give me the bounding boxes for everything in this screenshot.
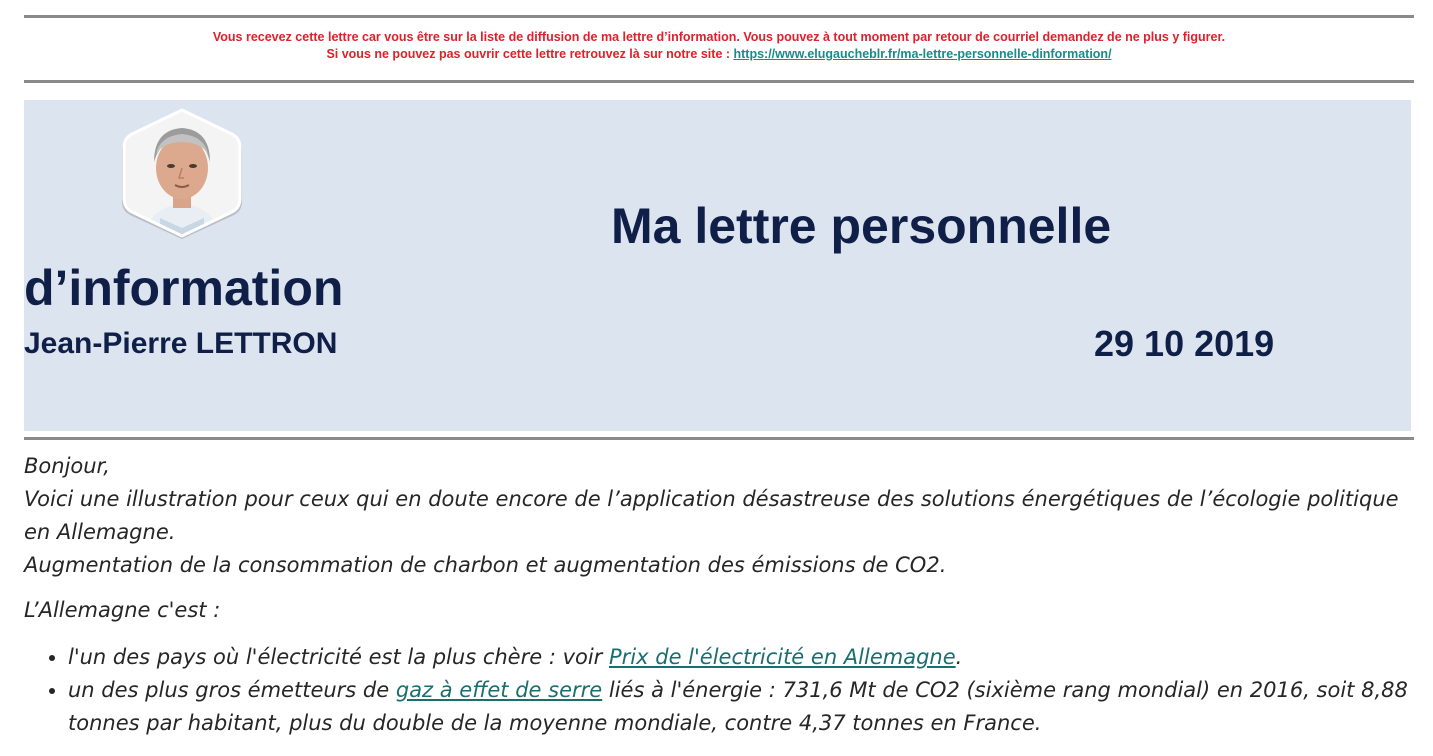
letter-body bbox=[24, 450, 1414, 740]
electricity-price-link[interactable]: Prix de l'électricité en Allemagne bbox=[609, 645, 956, 669]
list-item bbox=[68, 674, 1414, 740]
author-name: Jean-Pierre LETTRON bbox=[24, 327, 338, 360]
newsletter-header bbox=[24, 100, 1411, 431]
list-item-text: un des plus gros émetteurs de bbox=[68, 678, 396, 702]
list-item-text: l'un des pays où l'électricité est la plus chère : voir bbox=[68, 645, 609, 669]
unsubscribe-notice bbox=[24, 29, 1414, 63]
notice-line-1: Vous recevez cette lettre car vous être sur la liste de diffusion de ma lettre d’information. Vous pouvez à tout moment par retour de courriel demandez de ne plus y figurer. bbox=[212, 30, 1226, 44]
intro-paragraph: Voici une illustration pour ceux qui en doute encore de l’application désastreuse des solutions énergétiques de l’écologie politique en Allemagne. bbox=[24, 487, 1399, 544]
author-portrait-icon bbox=[120, 106, 244, 240]
facts-list bbox=[24, 641, 1414, 740]
list-lead: L’Allemagne c'est : bbox=[24, 598, 221, 622]
newsletter-title-continued: d’information bbox=[24, 260, 344, 316]
list-item-end: . bbox=[955, 645, 963, 669]
issue-date: 29 10 2019 bbox=[1094, 323, 1275, 364]
notice-divider bbox=[24, 80, 1414, 83]
header-divider bbox=[24, 437, 1414, 440]
notice-line-2-text: Si vous ne pouvez pas ouvrir cette lettre retrouvez là sur notre site : bbox=[326, 47, 734, 61]
top-divider bbox=[24, 15, 1414, 18]
greenhouse-gas-link[interactable]: gaz à effet de serre bbox=[395, 678, 603, 702]
greeting: Bonjour, bbox=[24, 454, 110, 478]
newsletter-title: Ma lettre personnelle bbox=[611, 198, 1112, 254]
avatar bbox=[120, 106, 244, 240]
list-item-end: liés à l'énergie : 731,6 Mt de CO2 (sixième rang mondial) en 2016, soit 8,88 tonnes par habitant, plus du double de la moyenne mondiale, contre 4,37 tonnes en France. bbox=[68, 678, 1408, 735]
list-item bbox=[68, 641, 1414, 674]
notice-line-2 bbox=[24, 46, 1414, 63]
website-link[interactable]: https://www.elugaucheblr.fr/ma-lettre-personnelle-dinformation/ bbox=[733, 47, 1112, 61]
intro-paragraph-2: Augmentation de la consommation de charbon et augmentation des émissions de CO2. bbox=[24, 553, 947, 577]
